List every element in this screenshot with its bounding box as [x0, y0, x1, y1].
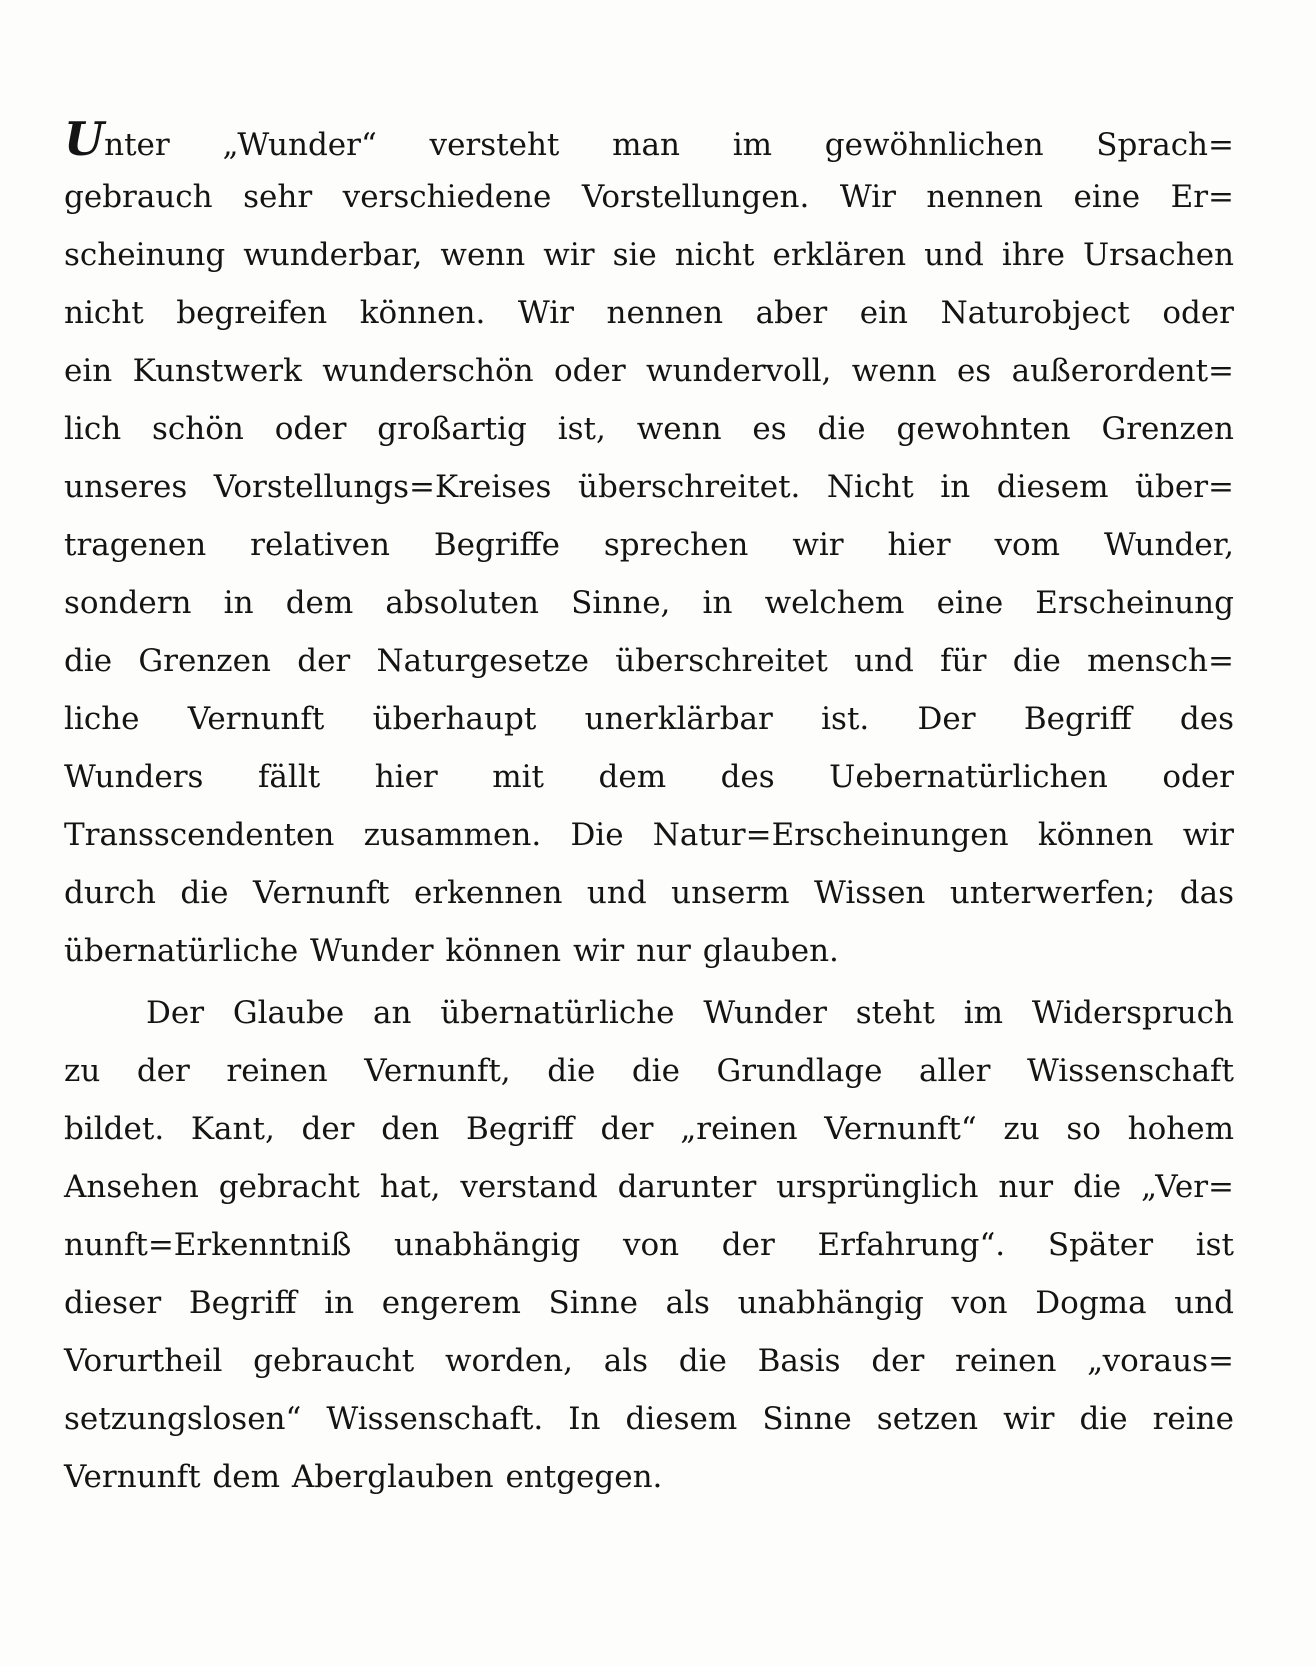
text-line: tragenen relativen Begriffe sprechen wir hier vom Wunder, — [64, 527, 1234, 563]
text-line: unseres Vorstellungs=Kreises überschreitet. Nicht in diesem über= — [64, 469, 1234, 505]
text-line: nunft=Erkenntniß unabhängig von der Erfahrung“. Später ist — [64, 1227, 1234, 1263]
text-line: Unter „Wunder“ versteht man im gewöhnlichen Sprach= — [64, 112, 1234, 166]
paragraph-1 — [64, 110, 1234, 980]
text-line: bildet. Kant, der den Begriff der „reinen Vernunft“ zu so hohem — [64, 1111, 1234, 1147]
text-line: Transscendenten zusammen. Die Natur=Erscheinungen können wir — [64, 817, 1234, 853]
text-line: sondern in dem absoluten Sinne, in welchem eine Erscheinung — [64, 585, 1234, 621]
text-line: liche Vernunft überhaupt unerklärbar ist. Der Begriff des — [64, 701, 1234, 737]
text-line: Ansehen gebracht hat, verstand darunter ursprünglich nur die „Ver= — [64, 1169, 1234, 1205]
text-line: Der Glaube an übernatürliche Wunder steht im Widerspruch — [146, 995, 1234, 1031]
body-text — [64, 110, 1234, 1506]
text-line: lich schön oder großartig ist, wenn es die gewohnten Grenzen — [64, 411, 1234, 447]
text-line: Vernunft dem Aberglauben entgegen. — [64, 1459, 663, 1495]
text-line: durch die Vernunft erkennen und unserm Wissen unterwerfen; das — [64, 875, 1234, 911]
text-line: Vorurtheil gebraucht worden, als die Basis der reinen „voraus= — [64, 1343, 1234, 1379]
paragraph-2 — [64, 984, 1234, 1506]
text-line: übernatürliche Wunder können wir nur glauben. — [64, 933, 839, 969]
text-line: dieser Begriff in engerem Sinne als unabhängig von Dogma und — [64, 1285, 1234, 1321]
drop-cap-initial: U — [64, 112, 105, 166]
text-line: die Grenzen der Naturgesetze überschreitet und für die mensch= — [64, 643, 1234, 679]
text-line: setzungslosen“ Wissenschaft. In diesem Sinne setzen wir die reine — [64, 1401, 1234, 1437]
text-line: zu der reinen Vernunft, die die Grundlage aller Wissenschaft — [64, 1053, 1234, 1089]
text-line: scheinung wunderbar, wenn wir sie nicht erklären und ihre Ursachen — [64, 237, 1234, 273]
text-line: ein Kunstwerk wunderschön oder wundervoll, wenn es außerordent= — [64, 353, 1234, 389]
text-line: nicht begreifen können. Wir nennen aber ein Naturobject oder — [64, 295, 1234, 331]
text-line: gebrauch sehr verschiedene Vorstellungen. Wir nennen eine Er= — [64, 179, 1234, 215]
text-line: Wunders fällt hier mit dem des Uebernatürlichen oder — [64, 759, 1234, 795]
